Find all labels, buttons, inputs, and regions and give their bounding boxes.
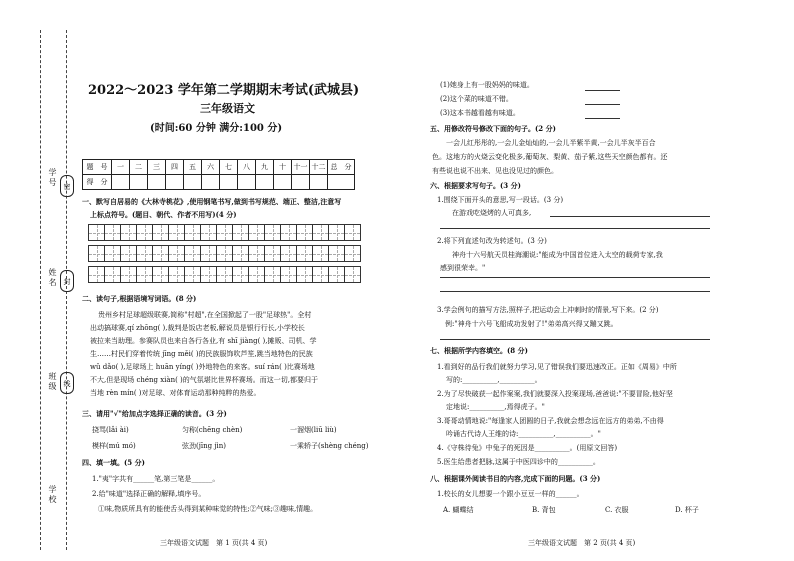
writing-grid-cell[interactable] [120, 245, 137, 262]
writing-grid-cell[interactable] [312, 224, 329, 241]
q5-line: 一会儿红彤彤的,一会儿金灿灿的,一会儿半紫半黄,一会儿半灰半百合 [446, 139, 656, 147]
q5-line: 有些说也说不出来、见也没见过的颜色。 [432, 167, 558, 175]
q2-line: 出动搞球赛,qí zhōng( ),裁判是饭店老板,解说员是银行行长,小学校长 [90, 324, 305, 332]
writing-grid-cell[interactable] [248, 245, 265, 262]
writing-grid-cell[interactable] [104, 266, 121, 283]
score-cell[interactable] [310, 175, 328, 190]
exam-title: 2022～2023 学年第二学期期末考试(武城县) [88, 83, 360, 98]
q4-item: (1)她身上有一股妈妈的味道。 [440, 81, 534, 89]
writing-grid-cell[interactable] [184, 266, 201, 283]
answer-line[interactable] [585, 118, 620, 119]
score-cell[interactable] [328, 175, 355, 190]
score-header-cell: 七 [220, 160, 238, 175]
answer-line[interactable] [440, 277, 710, 278]
score-cell[interactable] [238, 175, 256, 190]
q2-line: 贵州乡村足球超级联赛,简称"村超",在全国掀起了一股"足球热"。全村 [98, 311, 312, 319]
score-cell[interactable] [130, 175, 148, 190]
writing-grid-cell[interactable] [280, 224, 297, 241]
q8-title: 八、根据课外阅读书目的内容,完成下面的问题。(3 分) [430, 474, 601, 483]
score-header-cell: 十一 [292, 160, 310, 175]
writing-grid-cell[interactable] [184, 245, 201, 262]
writing-grid-cell[interactable] [104, 224, 121, 241]
label-name: 姓名 [48, 268, 57, 288]
score-row-label: 得 分 [83, 175, 112, 190]
score-header-cell: 总 分 [328, 160, 355, 175]
score-table-score-row [83, 175, 355, 190]
q2-line: 被拉来当助理。参赛队员也来自各行各业,有 shī jiàng( ),摊贩、司机、学 [90, 337, 317, 345]
q4-title: 四、填一填。(5 分) [82, 458, 145, 467]
q4-line-1: 1."夷"字共有______笔,第三笔是______。 [92, 475, 220, 483]
writing-grid-cell[interactable] [312, 245, 329, 262]
q3-option[interactable]: 一乘轿子(shèng chéng) [290, 442, 369, 450]
writing-grid-cell[interactable] [136, 266, 153, 283]
binding-line-outer [40, 30, 41, 550]
writing-grid-cell[interactable] [344, 245, 361, 262]
writing-grid-cell[interactable] [184, 224, 201, 241]
q2-line: wǔ dǎo( ),足球场上 huān yíng( )外地特色的来客。suí rán( )比赛场地 [90, 363, 315, 371]
label-class: 班级 [48, 372, 57, 392]
writing-grid-cell[interactable] [296, 224, 313, 241]
score-header-cell: 九 [256, 160, 274, 175]
label-school: 学校 [48, 485, 57, 505]
answer-line[interactable] [440, 291, 710, 292]
writing-grid-cell[interactable] [200, 266, 217, 283]
writing-grid-cell[interactable] [136, 224, 153, 241]
writing-grid-cell[interactable] [120, 266, 137, 283]
writing-grid-cell[interactable] [344, 266, 361, 283]
score-cell[interactable] [292, 175, 310, 190]
writing-grid-cell[interactable] [216, 266, 233, 283]
answer-line[interactable] [550, 216, 710, 217]
writing-grid-cell[interactable] [216, 245, 233, 262]
writing-grid-cell[interactable] [280, 266, 297, 283]
q7-line: 吟诵古代诗人王维的诗:__________,__________。" [446, 430, 601, 438]
writing-grid-cell[interactable] [88, 245, 105, 262]
q3-option[interactable]: 模样(mú mó) [92, 442, 136, 450]
score-cell[interactable] [112, 175, 130, 190]
footer-left: 三年级语文试题 第 1 页(共 4 页) [160, 539, 268, 547]
score-cell[interactable] [184, 175, 202, 190]
q1-title: 一、默写自居易的《大林寺桃花》,使用钢笔书写,做到书写规范、端正、整洁,注意写 [82, 197, 342, 206]
q8-option-c[interactable]: C. 衣服 [605, 506, 629, 514]
score-cell[interactable] [148, 175, 166, 190]
q7-title: 七、根据所学内容填空。(8 分) [430, 346, 528, 355]
writing-grid-row-3[interactable] [88, 266, 360, 283]
q6-item-2: 2.将下列直述句改为转述句。(3 分) [437, 237, 547, 245]
score-table-header-row [83, 160, 355, 175]
q6-item-3: 3.学会例句的描写方法,照样子,把运动会上冲刺时的情景,写下来。(2 分) [437, 306, 659, 314]
q7-line: 4.《守株待兔》中兔子的死因是__________。(用原文回答) [437, 444, 618, 452]
writing-grid-cell[interactable] [152, 245, 169, 262]
q6-item-1: 1.围绕下面开头的意思,写一段话。(3 分) [437, 196, 564, 204]
q7-line: 2.为了尽快破获一起作案案,我们就要深入投案现场,爸爸说:"不要冒险,他好坚 [437, 390, 673, 398]
answer-line[interactable] [440, 339, 710, 340]
q7-line: 写的:__________,__________。 [446, 376, 542, 384]
score-header-cell: 二 [130, 160, 148, 175]
writing-grid-cell[interactable] [328, 266, 345, 283]
writing-grid-cell[interactable] [328, 224, 345, 241]
q3-title: 三、请用"√"给加点字选择正确的读音。(3 分) [82, 409, 227, 418]
writing-grid-cell[interactable] [168, 224, 185, 241]
q6-item-2-text-cont: 感到很荣幸。" [440, 264, 486, 272]
q8-option-d[interactable]: D. 杯子 [675, 506, 699, 514]
q2-title: 二、读句子,根据语境写词语。(8 分) [82, 294, 197, 303]
writing-grid-cell[interactable] [104, 245, 121, 262]
writing-grid-row-2[interactable] [88, 245, 360, 262]
q3-option[interactable]: 挠骂(lǎi ài) [92, 426, 129, 434]
score-header-cell: 三 [148, 160, 166, 175]
footer-right: 三年级语文试题 第 2 页(共 4 页) [528, 539, 636, 547]
writing-grid-cell[interactable] [152, 266, 169, 283]
score-header-cell: 六 [202, 160, 220, 175]
writing-grid-cell[interactable] [232, 224, 249, 241]
answer-line[interactable] [440, 228, 710, 229]
writing-grid-cell[interactable] [136, 245, 153, 262]
score-header-cell: 一 [112, 160, 130, 175]
exam-subject: 三年级语文 [200, 102, 255, 115]
writing-grid-cell[interactable] [264, 224, 281, 241]
q3-option[interactable]: 弦劲(jīng jìn) [182, 442, 227, 450]
seal-feng: 封 [60, 270, 74, 292]
answer-line[interactable] [585, 104, 620, 105]
writing-grid-cell[interactable] [152, 224, 169, 241]
writing-grid-cell[interactable] [248, 266, 265, 283]
q4-line-2: 2.给"味道"选择正确的解释,填序号。 [92, 490, 206, 498]
q2-line: 当地 rèn mín( )对足球、对体育运动那种纯粹的热爱。 [90, 389, 261, 397]
q8-option-b[interactable]: B. 背包 [532, 506, 556, 514]
q3-option[interactable]: 一溜烟(liū liù) [290, 426, 337, 434]
writing-grid-cell[interactable] [344, 224, 361, 241]
q6-title: 六、根据要求写句子。(3 分) [430, 181, 521, 190]
seal-xian: 线 [60, 372, 74, 394]
q2-line: 生……村民们穿着传统 jīng měi( )的民族服饰吹芦笙,跳当地特色的民族 [90, 350, 313, 358]
writing-grid-cell[interactable] [88, 224, 105, 241]
writing-grid-cell[interactable] [200, 224, 217, 241]
writing-grid-row-1[interactable] [88, 224, 360, 241]
writing-grid-cell[interactable] [328, 245, 345, 262]
writing-grid-cell[interactable] [232, 245, 249, 262]
writing-grid-cell[interactable] [264, 266, 281, 283]
q7-line: 定地说:__________,焉得虎子。" [446, 403, 545, 411]
writing-grid-cell[interactable] [216, 224, 233, 241]
answer-line[interactable] [585, 90, 620, 91]
writing-grid-cell[interactable] [312, 266, 329, 283]
score-header-cell: 题 号 [83, 160, 112, 175]
score-header-cell: 十 [274, 160, 292, 175]
score-cell[interactable] [256, 175, 274, 190]
q6-item-1-text: 在游戏吃烧烤的人可真多, [452, 209, 532, 217]
q4-item: (3)这本书越看越有味道。 [440, 109, 520, 117]
score-cell[interactable] [274, 175, 292, 190]
writing-grid-cell[interactable] [88, 266, 105, 283]
score-header-cell: 四 [166, 160, 184, 175]
score-header-cell: 十二 [310, 160, 328, 175]
score-cell[interactable] [202, 175, 220, 190]
q5-title: 五、用修改符号修改下面的句子。(2 分) [430, 124, 556, 133]
q5-line: 色。这地方的火烧云变化极多,葡萄灰、梨黄、茄子紫,这些天空颜色都有。还 [432, 153, 668, 161]
score-header-cell: 五 [184, 160, 202, 175]
writing-grid-cell[interactable] [120, 224, 137, 241]
score-table [82, 159, 355, 190]
q2-line: 不大,但是现场 chéng xiàn( )的气氛堪比世界杯赛场。而这一切,都要归于 [90, 376, 319, 384]
q3-option[interactable]: 匀称(chēng chèn) [182, 426, 243, 434]
score-header-cell: 八 [238, 160, 256, 175]
seal-mi: 密 [60, 175, 74, 197]
score-cell[interactable] [220, 175, 238, 190]
q8-option-a[interactable]: A. 蝴蝶结 [443, 506, 474, 514]
writing-grid-cell[interactable] [264, 245, 281, 262]
writing-grid-cell[interactable] [200, 245, 217, 262]
writing-grid-cell[interactable] [296, 245, 313, 262]
score-cell[interactable] [166, 175, 184, 190]
q7-line: 1.看到好的品行我们就努力学习,见了错误我们要迅速改正。正如《周易》中所 [437, 363, 677, 371]
q7-line: 5.医生给患者把脉,这属于中医四诊中的__________。 [437, 458, 600, 466]
q1-title-cont: 上标点符号。(题目、朝代、作者不用写)(4 分) [90, 210, 237, 219]
q8-item-1: 1.校长的女儿想要一个跟小豆豆一样的______。 [437, 490, 584, 498]
writing-grid-cell[interactable] [280, 245, 297, 262]
q6-item-2-text: 神舟十六号航天员桂海潮说:"能成为中国首位进入太空的载荷专家,我 [452, 251, 663, 259]
writing-grid-cell[interactable] [168, 266, 185, 283]
q4-item: (2)这个菜的味道不错。 [440, 95, 513, 103]
q7-line: 3.哥哥动情地说:"每逢家人团圆的日子,我就会想念远在远方的弟弟,不由得 [437, 417, 664, 425]
writing-grid-cell[interactable] [232, 266, 249, 283]
writing-grid-cell[interactable] [168, 245, 185, 262]
exam-time-info: (时间:60 分钟 满分:100 分) [150, 123, 283, 134]
q6-item-3-example: 例:"神舟十六号飞船成功发射了!"弟弟高兴得又蹦又跳。 [445, 320, 618, 328]
q4-line-3: ①味,物质所具有的能使舌头得到某种味觉的特性;②气味;③趣味,情趣。 [98, 505, 318, 513]
label-student-id: 学号 [48, 168, 57, 188]
writing-grid-cell[interactable] [296, 266, 313, 283]
writing-grid-cell[interactable] [248, 224, 265, 241]
